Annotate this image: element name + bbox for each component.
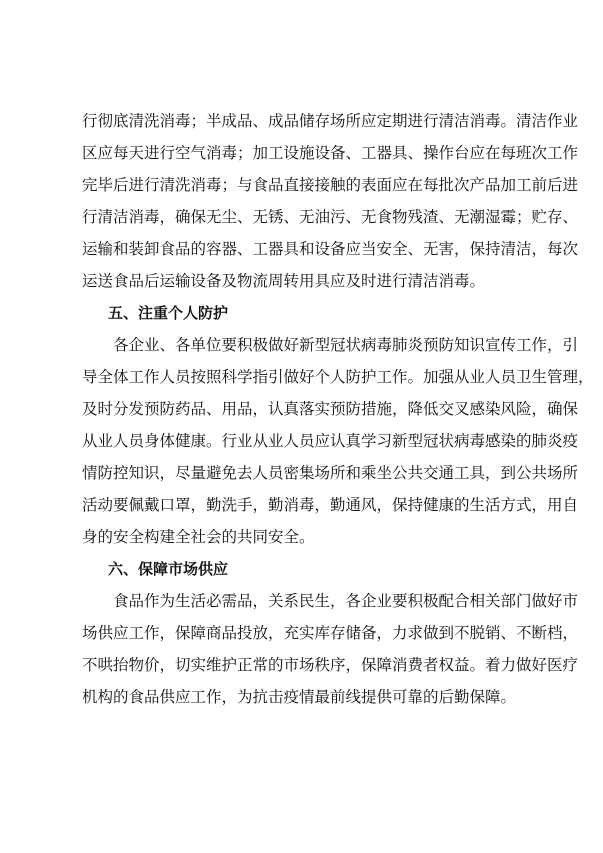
- paragraph-line: 行清洁消毒，确保无尘、无锈、无油污、无食物残渣、无潮湿霉；贮存、: [82, 208, 579, 226]
- paragraph-line: 各企业、各单位要积极做好新型冠状病毒肺炎预防知识宣传工作，引: [113, 336, 579, 354]
- section-heading: 六、保障市场供应: [108, 560, 229, 578]
- paragraph-line: 情防控知识，尽量避免去人员密集场所和乘坐公共交通工具，到公共场所: [82, 464, 579, 482]
- paragraph-line: 及时分发预防药品、用品，认真落实预防措施，降低交叉感染风险，确保: [82, 400, 579, 418]
- paragraph-line: 区应每天进行空气消毒；加工设施设备、工器具、操作台应在每班次工作: [82, 144, 579, 162]
- paragraph-line: 身的安全构建全社会的共同安全。: [82, 528, 315, 546]
- paragraph-line: 导全体工作人员按照科学指引做好个人防护工作。加强从业人员卫生管理，: [82, 368, 594, 386]
- paragraph-line: 完毕后进行清洗消毒；与食品直接接触的表面应在每批次产品加工前后进: [82, 176, 579, 194]
- paragraph-line: 运输和装卸食品的容器、工器具和设备应当安全、无害，保持清洁，每次: [82, 240, 579, 258]
- paragraph-line: 机构的食品供应工作，为抗击疫情最前线提供可靠的后勤保障。: [82, 688, 517, 706]
- paragraph-line: 活动要佩戴口罩，勤洗手，勤消毒，勤通风，保持健康的生活方式，用自: [82, 496, 579, 514]
- paragraph-line: 行彻底清洗消毒；半成品、成品储存场所应定期进行清洁消毒。清洁作业: [82, 112, 579, 130]
- paragraph-line: 运送食品后运输设备及物流周转用具应及时进行清洁消毒。: [82, 272, 486, 290]
- paragraph-line: 从业人员身体健康。行业从业人员应认真学习新型冠状病毒感染的肺炎疫: [82, 432, 579, 450]
- section-heading: 五、注重个人防护: [108, 304, 229, 322]
- paragraph-line: 场供应工作，保障商品投放，充实库存储备，力求做到不脱销、不断档，: [82, 624, 579, 642]
- paragraph-line: 食品作为生活必需品，关系民生，各企业要积极配合相关部门做好市: [113, 592, 579, 610]
- paragraph-line: 不哄抬物价，切实维护正常的市场秩序，保障消费者权益。着力做好医疗: [82, 656, 579, 674]
